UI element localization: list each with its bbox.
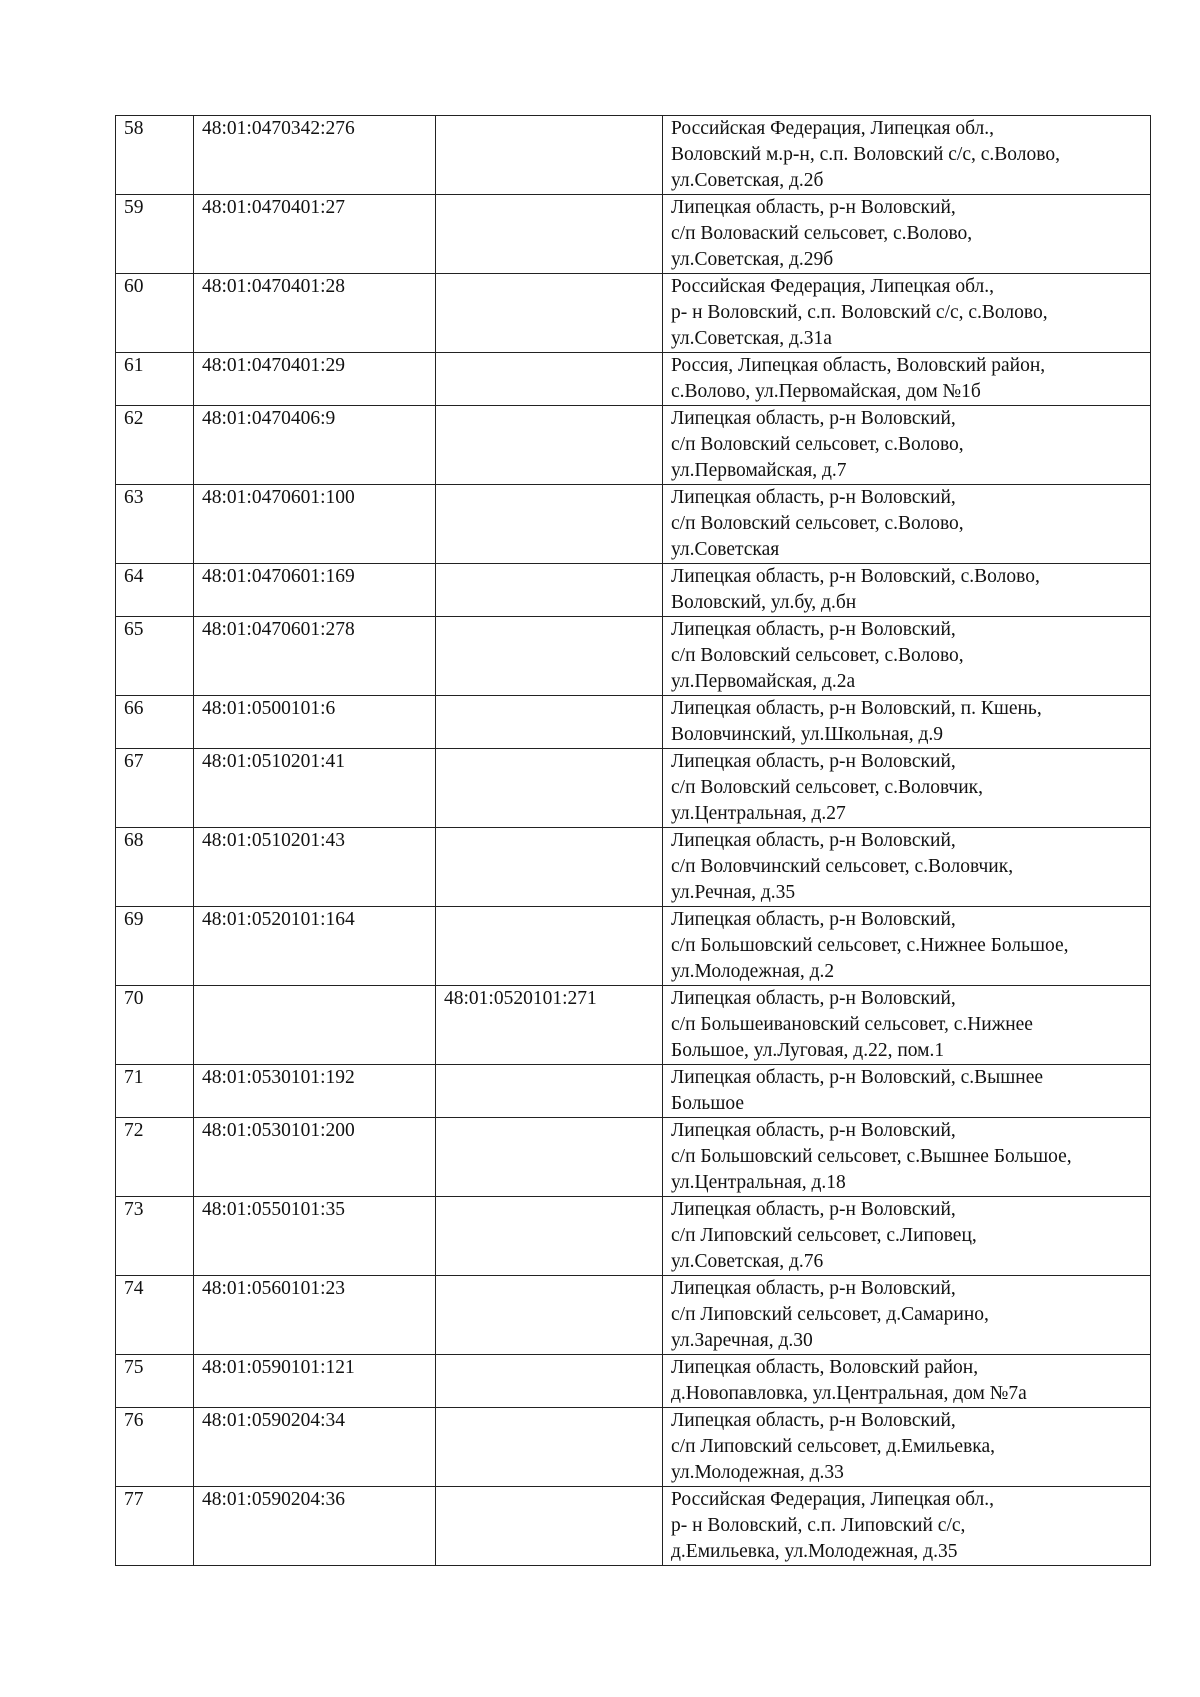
table-row [116, 986, 1151, 1065]
cadastral-number-cell: 48:01:0470601:169 [194, 564, 436, 617]
building-cadastral-number-cell [436, 564, 663, 617]
address-cell [663, 1487, 1151, 1566]
row-number-cell: 69 [116, 907, 194, 986]
address-line: Липецкая область, р-н Воловский, [671, 197, 956, 218]
address-cell [663, 1276, 1151, 1355]
address-line: р- н Воловский, с.п. Воловский с/с, с.Волово, [671, 302, 1048, 323]
table-row [116, 828, 1151, 907]
table-row [116, 617, 1151, 696]
address-line: с/п Воловский сельсовет, с.Волово, [671, 434, 964, 455]
row-number-cell: 75 [116, 1355, 194, 1408]
address-cell [663, 485, 1151, 564]
address-line: с/п Воловский сельсовет, с.Воловчик, [671, 777, 984, 798]
building-cadastral-number-cell: 48:01:0520101:271 [436, 986, 663, 1065]
address-line: с/п Липовский сельсовет, д.Емильевка, [671, 1436, 996, 1457]
building-cadastral-number-cell [436, 1118, 663, 1197]
row-number-cell: 66 [116, 696, 194, 749]
address-cell [663, 828, 1151, 907]
building-cadastral-number-cell [436, 1276, 663, 1355]
building-cadastral-number-cell [436, 485, 663, 564]
table-row [116, 1065, 1151, 1118]
building-cadastral-number-cell [436, 1065, 663, 1118]
address-line: Липецкая область, Воловский район, [671, 1357, 979, 1378]
address-line: ул.Первомайская, д.2а [671, 671, 856, 692]
address-line: Липецкая область, р-н Воловский, [671, 1120, 956, 1141]
address-line: Липецкая область, р-н Воловский, [671, 487, 956, 508]
row-number-cell: 63 [116, 485, 194, 564]
cadastral-number-cell: 48:01:0550101:35 [194, 1197, 436, 1276]
row-number-cell: 65 [116, 617, 194, 696]
building-cadastral-number-cell [436, 274, 663, 353]
address-line: с/п Воловчинский сельсовет, с.Воловчик, [671, 856, 1014, 877]
address-line: Липецкая область, р-н Воловский, п. Кшень, [671, 698, 1042, 719]
cadastral-number-cell: 48:01:0590101:121 [194, 1355, 436, 1408]
building-cadastral-number-cell [436, 116, 663, 195]
address-line: ул.Молодежная, д.2 [671, 961, 835, 982]
address-line: Липецкая область, р-н Воловский, с.Вышнее [671, 1067, 1044, 1088]
address-line: с/п Большеивановский сельсовет, с.Нижнее [671, 1014, 1033, 1035]
table-row [116, 564, 1151, 617]
row-number-cell: 64 [116, 564, 194, 617]
property-table [115, 115, 1151, 1566]
table-row [116, 1276, 1151, 1355]
row-number-cell: 58 [116, 116, 194, 195]
table-row [116, 907, 1151, 986]
address-cell [663, 564, 1151, 617]
row-number-cell: 68 [116, 828, 194, 907]
table-row [116, 1408, 1151, 1487]
building-cadastral-number-cell [436, 1408, 663, 1487]
address-cell [663, 116, 1151, 195]
address-cell [663, 274, 1151, 353]
address-line: Липецкая область, р-н Воловский, [671, 1410, 956, 1431]
building-cadastral-number-cell [436, 696, 663, 749]
address-cell [663, 1408, 1151, 1487]
table-row [116, 1118, 1151, 1197]
building-cadastral-number-cell [436, 1355, 663, 1408]
table-row [116, 353, 1151, 406]
address-line: Воловчинский, ул.Школьная, д.9 [671, 724, 944, 745]
address-line: с/п Большовский сельсовет, с.Вышнее Большое, [671, 1146, 1072, 1167]
table-body [116, 116, 1151, 1566]
row-number-cell: 60 [116, 274, 194, 353]
address-line: ул.Советская, д.2б [671, 170, 824, 191]
address-cell [663, 907, 1151, 986]
address-line: с/п Липовский сельсовет, с.Липовец, [671, 1225, 977, 1246]
table-row [116, 749, 1151, 828]
cadastral-number-cell: 48:01:0470401:28 [194, 274, 436, 353]
address-line: Большое [671, 1093, 744, 1114]
address-line: Липецкая область, р-н Воловский, [671, 408, 956, 429]
building-cadastral-number-cell [436, 749, 663, 828]
address-cell [663, 1065, 1151, 1118]
address-line: ул.Заречная, д.30 [671, 1330, 813, 1351]
table-row [116, 1355, 1151, 1408]
address-line: д.Емильевка, ул.Молодежная, д.35 [671, 1541, 958, 1562]
cadastral-number-cell: 48:01:0470601:100 [194, 485, 436, 564]
address-line: ул.Первомайская, д.7 [671, 460, 847, 481]
address-line: ул.Советская, д.31а [671, 328, 832, 349]
cadastral-number-cell: 48:01:0500101:6 [194, 696, 436, 749]
cadastral-number-cell: 48:01:0510201:41 [194, 749, 436, 828]
building-cadastral-number-cell [436, 828, 663, 907]
address-line: с/п Воловский сельсовет, с.Волово, [671, 645, 964, 666]
row-number-cell: 67 [116, 749, 194, 828]
address-line: Липецкая область, р-н Воловский, [671, 1278, 956, 1299]
address-cell [663, 986, 1151, 1065]
cadastral-number-cell: 48:01:0590204:36 [194, 1487, 436, 1566]
table-row [116, 195, 1151, 274]
address-line: Липецкая область, р-н Воловский, [671, 751, 956, 772]
address-line: д.Новопавловка, ул.Центральная, дом №7а [671, 1383, 1027, 1404]
address-cell [663, 1197, 1151, 1276]
address-line: Большое, ул.Луговая, д.22, пом.1 [671, 1040, 945, 1061]
address-line: Российская Федерация, Липецкая обл., [671, 1489, 995, 1510]
address-line: ул.Советская, д.29б [671, 249, 834, 270]
address-line: с/п Воловский сельсовет, с.Волово, [671, 513, 964, 534]
address-cell [663, 195, 1151, 274]
cadastral-number-cell: 48:01:0470601:278 [194, 617, 436, 696]
cadastral-number-cell: 48:01:0530101:200 [194, 1118, 436, 1197]
address-line: Липецкая область, р-н Воловский, с.Волово, [671, 566, 1040, 587]
cadastral-number-cell [194, 986, 436, 1065]
table-row [116, 696, 1151, 749]
building-cadastral-number-cell [436, 617, 663, 696]
address-line: р- н Воловский, с.п. Липовский с/с, [671, 1515, 966, 1536]
building-cadastral-number-cell [436, 1487, 663, 1566]
cadastral-number-cell: 48:01:0560101:23 [194, 1276, 436, 1355]
building-cadastral-number-cell [436, 907, 663, 986]
address-line: Россия, Липецкая область, Воловский район, [671, 355, 1046, 376]
address-line: с/п Большовский сельсовет, с.Нижнее Большое, [671, 935, 1069, 956]
address-cell [663, 1355, 1151, 1408]
row-number-cell: 70 [116, 986, 194, 1065]
row-number-cell: 76 [116, 1408, 194, 1487]
cadastral-number-cell: 48:01:0470401:29 [194, 353, 436, 406]
address-cell [663, 749, 1151, 828]
address-cell [663, 1118, 1151, 1197]
table-row [116, 274, 1151, 353]
address-line: ул.Центральная, д.27 [671, 803, 846, 824]
cadastral-number-cell: 48:01:0530101:192 [194, 1065, 436, 1118]
cadastral-number-cell: 48:01:0470342:276 [194, 116, 436, 195]
address-line: Российская Федерация, Липецкая обл., [671, 276, 995, 297]
address-line: ул.Советская [671, 539, 780, 560]
address-cell [663, 696, 1151, 749]
table-row [116, 406, 1151, 485]
building-cadastral-number-cell [436, 1197, 663, 1276]
address-cell [663, 353, 1151, 406]
row-number-cell: 74 [116, 1276, 194, 1355]
address-line: с.Волово, ул.Первомайская, дом №1б [671, 381, 981, 402]
cadastral-number-cell: 48:01:0470401:27 [194, 195, 436, 274]
row-number-cell: 77 [116, 1487, 194, 1566]
cadastral-number-cell: 48:01:0590204:34 [194, 1408, 436, 1487]
row-number-cell: 73 [116, 1197, 194, 1276]
table-row [116, 1197, 1151, 1276]
address-line: Российская Федерация, Липецкая обл., [671, 118, 995, 139]
address-line: Липецкая область, р-н Воловский, [671, 988, 956, 1009]
address-line: с/п Воловаский сельсовет, с.Волово, [671, 223, 973, 244]
address-line: ул.Речная, д.35 [671, 882, 796, 903]
address-cell [663, 617, 1151, 696]
address-cell [663, 406, 1151, 485]
address-line: ул.Молодежная, д.33 [671, 1462, 844, 1483]
building-cadastral-number-cell [436, 406, 663, 485]
row-number-cell: 71 [116, 1065, 194, 1118]
address-line: Воловский, ул.бу, д.бн [671, 592, 857, 613]
table-row [116, 1487, 1151, 1566]
address-line: ул.Советская, д.76 [671, 1251, 824, 1272]
row-number-cell: 59 [116, 195, 194, 274]
row-number-cell: 62 [116, 406, 194, 485]
address-line: Липецкая область, р-н Воловский, [671, 830, 956, 851]
building-cadastral-number-cell [436, 195, 663, 274]
row-number-cell: 61 [116, 353, 194, 406]
address-line: ул.Центральная, д.18 [671, 1172, 846, 1193]
table-row [116, 116, 1151, 195]
table-row [116, 485, 1151, 564]
cadastral-number-cell: 48:01:0510201:43 [194, 828, 436, 907]
cadastral-number-cell: 48:01:0520101:164 [194, 907, 436, 986]
row-number-cell: 72 [116, 1118, 194, 1197]
address-line: Липецкая область, р-н Воловский, [671, 619, 956, 640]
address-line: Липецкая область, р-н Воловский, [671, 1199, 956, 1220]
address-line: с/п Липовский сельсовет, д.Самарино, [671, 1304, 989, 1325]
cadastral-number-cell: 48:01:0470406:9 [194, 406, 436, 485]
building-cadastral-number-cell [436, 353, 663, 406]
address-line: Липецкая область, р-н Воловский, [671, 909, 956, 930]
address-line: Воловский м.р-н, с.п. Воловский с/с, с.Волово, [671, 144, 1060, 165]
